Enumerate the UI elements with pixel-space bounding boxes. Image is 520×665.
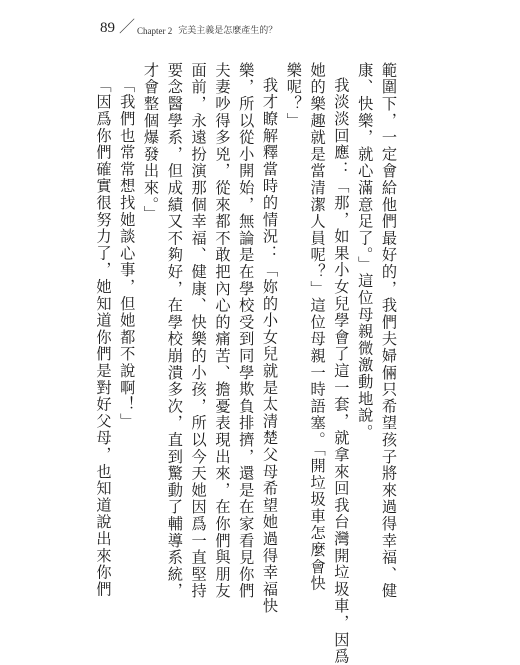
text-column-12: 「我們也常常想找她談心事，但她都不說啊！」 xyxy=(118,77,137,430)
text-column-4: 她的樂趣就是當清潔人員呢？」這位母親一時語塞。「開垃圾車怎麼會快 xyxy=(308,62,327,592)
text-column-7: 樂，所以從小開始，無論是在學校受到同學欺負排擠，還是在家看見你們 xyxy=(237,62,256,600)
vertical-body-text xyxy=(91,62,400,665)
text-column-11: 才會整個爆發出來。」 xyxy=(142,62,161,223)
text-column-2: 康、快樂，就心滿意足了。」這位母親微激動地說。 xyxy=(356,62,375,441)
chapter-label: Chapter 2 xyxy=(137,26,173,36)
text-column-13: 「因爲你們確實很努力了，她知道你們是對好父母，也知道說出來你們 xyxy=(94,77,113,598)
text-column-3: 我淡淡回應：「那，如果小女兒學會了這一套，就拿來回我台灣開垃圾車，因爲 xyxy=(332,77,351,665)
text-column-8: 夫妻吵得多兇，從來都不敢把內心的痛苦、擔憂表現出來，在你們與朋友 xyxy=(213,62,232,600)
text-column-10: 要念醫學系，但成績又不夠好，在學校崩潰多次，直到驚動了輔導系統， xyxy=(165,62,184,600)
text-column-6: 我才瞭解釋當時的情況：「妳的小女兒就是太清楚父母希望她過得幸福快 xyxy=(261,77,280,615)
header-separator: ／ xyxy=(119,19,136,36)
chapter-title: 完美主義是怎麼產生的？ xyxy=(178,26,278,36)
text-column-5: 樂呢？」 xyxy=(284,62,303,130)
text-column-9: 面前，永遠扮演那個幸福、健康、快樂的小孩，所以今天她因爲一直堅持 xyxy=(189,62,208,600)
text-column-1: 範圍下，一定會給他們最好的，我們夫婦倆只希望孩子將來過得幸福、健 xyxy=(380,62,398,600)
running-header xyxy=(100,12,277,36)
page-number: 89 xyxy=(100,20,115,36)
